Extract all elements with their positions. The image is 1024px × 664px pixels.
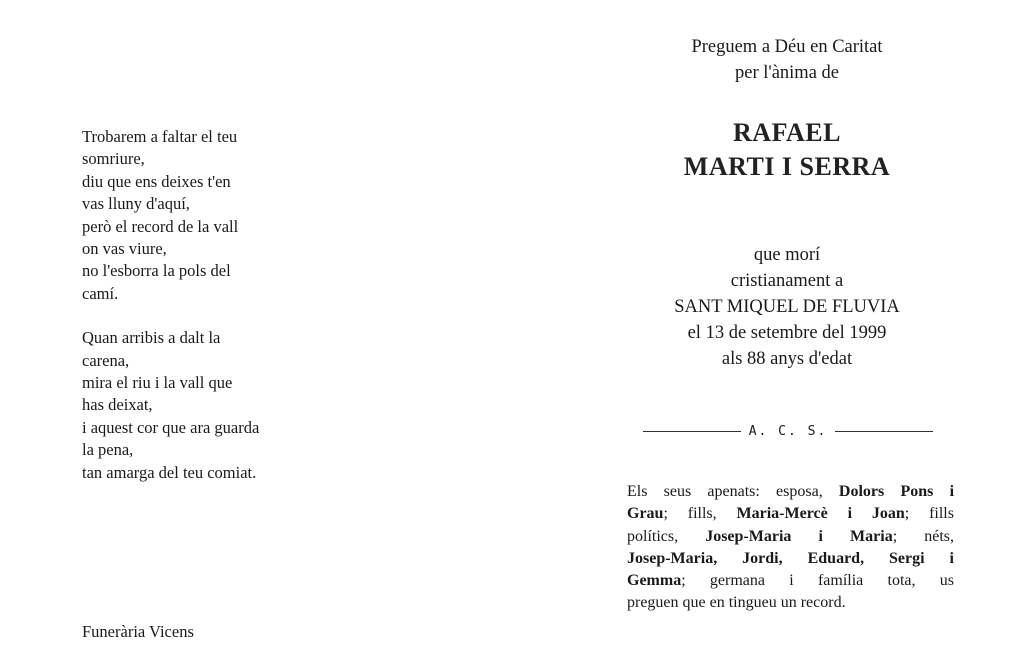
family-line (627, 503, 954, 525)
family-member-name: Dolors Pons i (838, 483, 955, 500)
family-line (627, 570, 954, 592)
family-text: ; fills (904, 505, 954, 523)
poem-line: has deixat, (82, 395, 153, 415)
death-notice (620, 242, 954, 372)
family-text: Els seus apenats: esposa, (627, 483, 839, 500)
family-line (627, 481, 954, 503)
poem-line: vas lluny d'aquí, (82, 194, 190, 214)
family-notice (627, 481, 954, 615)
poem-stanza-2 (82, 327, 342, 484)
divider-line-left (643, 431, 741, 432)
poem-line: la pena, (82, 440, 134, 460)
death-date: el 13 de setembre del 1999 (687, 323, 887, 343)
deceased-first-name: RAFAEL (733, 118, 841, 147)
poem-line: i aquest cor que ara guarda (82, 417, 260, 437)
death-notice-line: cristianament a (730, 271, 844, 291)
deceased-name (620, 116, 954, 184)
acs-label: A. C. S. (748, 424, 828, 439)
prayer-heading (620, 34, 954, 86)
poem-line: Quan arribis a dalt la (82, 328, 221, 348)
poem-line: tan amarga del teu comiat. (82, 462, 257, 482)
death-notice-line: que morí (753, 245, 821, 265)
poem-line: somriure, (82, 149, 145, 169)
acs-divider (638, 424, 938, 439)
deceased-surnames: MARTI I SERRA (683, 152, 891, 181)
family-text: ; germana i família tota, us (681, 572, 954, 590)
family-line (627, 526, 954, 548)
family-member-name: Josep-Maria, Jordi, Eduard, Sergi i (627, 549, 954, 567)
family-text: ; fills, (663, 505, 737, 523)
family-text: polítics, (627, 527, 706, 545)
family-text: preguen que en tingueu un record. (627, 594, 846, 612)
poem-line: carena, (82, 350, 130, 370)
family-member-name: Gemma (627, 572, 682, 590)
poem-line: on vas viure, (82, 239, 167, 259)
poem-line: mira el riu i la vall que (82, 373, 233, 393)
death-age: als 88 anys d'edat (721, 349, 853, 369)
poem-line: camí. (82, 283, 119, 303)
poem-line: però el record de la vall (82, 216, 239, 236)
poem (82, 126, 342, 484)
funeral-home-name: Funerària Vicens (82, 622, 194, 641)
family-member-name: Grau (627, 505, 664, 523)
prayer-line: Preguem a Déu en Caritat (691, 37, 883, 57)
poem-line: no l'esborra la pols del (82, 261, 231, 281)
family-line (627, 592, 954, 614)
family-line (627, 548, 954, 570)
divider-line-right (835, 431, 933, 432)
prayer-line: per l'ànima de (734, 63, 839, 83)
family-text: ; néts, (892, 527, 954, 545)
family-member-name: Josep-Maria i Maria (705, 527, 893, 545)
death-place: SANT MIQUEL DE FLUVIA (674, 297, 900, 317)
poem-stanza-1 (82, 126, 342, 305)
family-member-name: Maria-Mercè i Joan (736, 505, 905, 523)
poem-line: diu que ens deixes t'en (82, 171, 231, 191)
poem-line: Trobarem a faltar el teu (82, 127, 238, 146)
